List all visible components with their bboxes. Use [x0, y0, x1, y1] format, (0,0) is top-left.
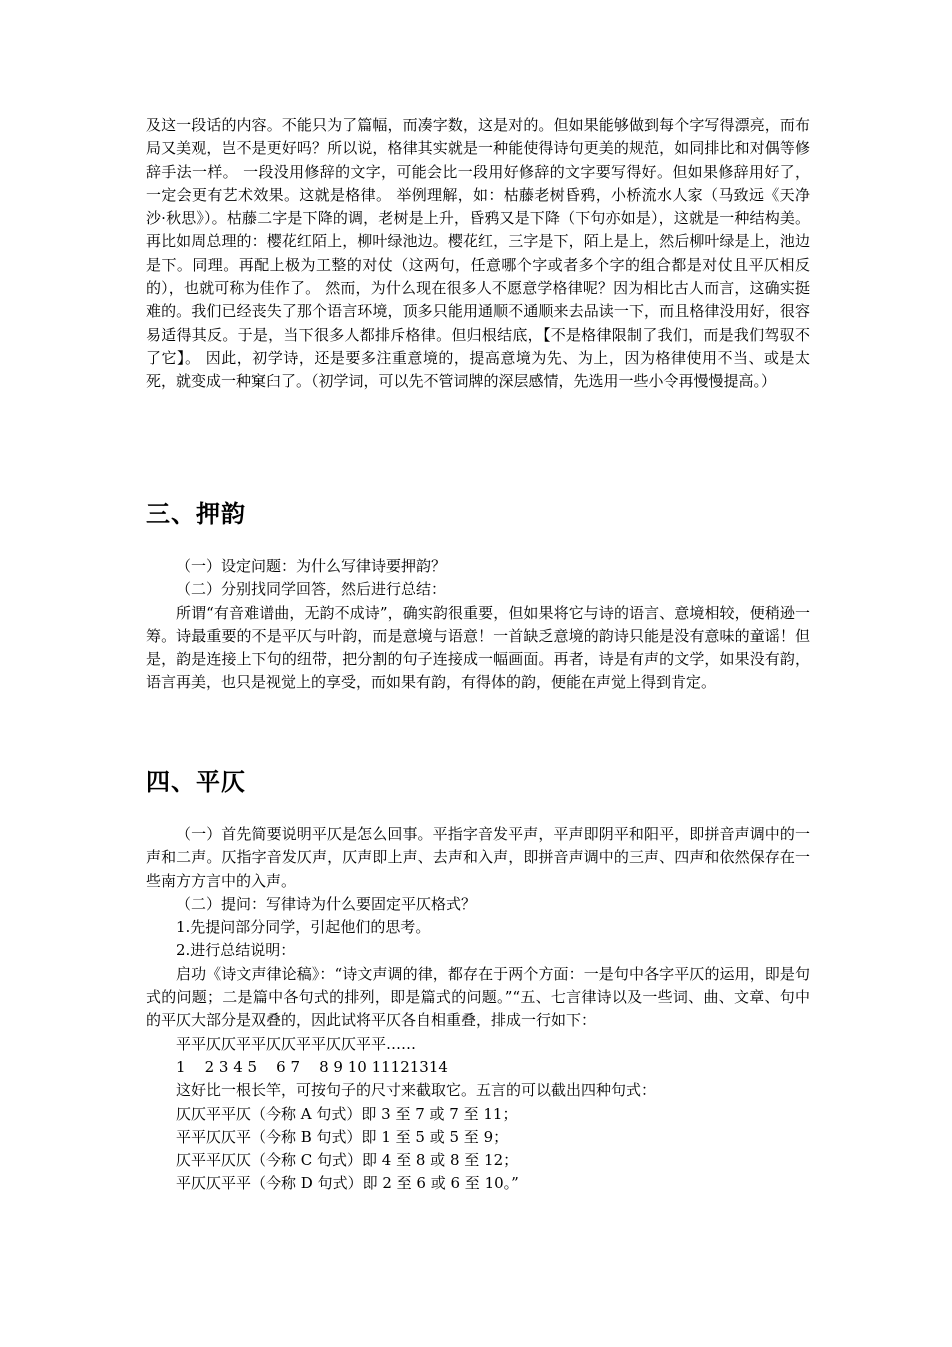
section-4-quote-paragraph: 启功《诗文声律论稿》：“诗文声调的律，都存在于两个方面：一是句中各字平仄的运用，即是句式的问题；二是篇中各句式的排列，即是篇式的问题。”“五、七言律诗以及一些词、曲、文章、句中的平仄大部分是双叠的，因此试将平仄各自相重叠，排成一行如下：: [146, 964, 810, 1030]
section-4-question: （二）提问：写律诗为什么要固定平仄格式？: [176, 894, 477, 913]
intro-block: [146, 114, 810, 394]
pattern-d-line: 平仄仄平平（今称 D 句式）即 2 至 6 或 6 至 10。”: [176, 1174, 519, 1193]
number-row: 1 2 3 4 5 6 7 8 9 10 11121314: [176, 1057, 448, 1076]
pattern-b-line: 平平仄仄平（今称 B 句式）即 1 至 5 或 5 至 9；: [176, 1127, 509, 1146]
tone-row: 平平仄仄平平仄仄平平仄仄平平……: [176, 1034, 417, 1053]
section-4-body: [146, 823, 810, 1196]
section-3-heading: 三、押韵: [146, 500, 246, 528]
section-3-body: [146, 555, 810, 695]
section-4-heading: 四、平仄: [146, 768, 246, 796]
section-4-intro-paragraph: （一）首先简要说明平仄是怎么回事。平指字音发平声，平声即阴平和阳平，即拼音声调中的一声和二声。仄指字音发仄声，仄声即上声、去声和入声，即拼音声调中的三声、四声和依然保存在一些南方方言中的入声。: [146, 825, 810, 890]
section-3-paragraph: 所谓“有音难谱曲，无韵不成诗”，确实韵很重要，但如果将它与诗的语言、意境相较，便稍逊一筹。诗最重要的不是平仄与叶韵，而是意境与语意！一首缺乏意境的韵诗只能是没有意味的童谣！但是，韵是连接上下句的纽带，把分割的句子连接成一幅画面。再者，诗是有声的文学，如果没有韵，语言再美，也只是视觉上的享受，而如果有韵，有得体的韵，便能在声觉上得到肯定。: [146, 603, 810, 692]
section-4-step-2: 2.进行总结说明：: [176, 941, 296, 960]
section-3-question: （一）设定问题：为什么写律诗要押韵？: [176, 557, 447, 575]
intro-paragraph: 及这一段话的内容。不能只为了篇幅，而凑字数，这是对的。但如果能够做到每个字写得漂亮，而布局又美观，岂不是更好吗？所以说，格律其实就是一种能使得诗句更美的规范，如同排比和对偶等修辞手法一样。 一段没用修辞的文字，可能会比一段用好修辞的文字要写得好。但如果修辞用好了，一定会更有艺术效果。这就是格律。 举例理解，如：枯藤老树昏鸦，小桥流水人家（马致远《天净沙·秋思》）。枯藤二字是下降的调，老树是上升，昏鸦又是下降（下句亦如是），这就是一种结构美。 再比如周总理的：樱花红陌上，柳叶绿池边。樱花红，三字是下，陌上是上，然后柳叶绿是上，池边是下。同理。再配上极为工整的对仗（这两句，任意哪个字或者多个字的组合都是对仗且平仄相反的），也就可称为佳作了。 然而，为什么现在很多人不愿意学格律呢？因为相比古人而言，这确实挺难的。我们已经丧失了那个语言环境，顶多只能用通顺不通顺来去品读一下，而且格律没用好，很容易适得其反。于是，当下很多人都排斥格律。但归根结底，【不是格律限制了我们，而是我们驾驭不了它】。 因此，初学诗，还是要多注重意境的，提高意境为先、为上，因为格律使用不当、或是太死，就变成一种窠臼了。（初学词，可以先不管词牌的深层感情，先选用一些小令再慢慢提高。）: [146, 116, 810, 391]
pattern-c-line: 仄平平仄仄（今称 C 句式）即 4 至 8 或 8 至 12；: [176, 1151, 519, 1170]
section-4-step-1: 1.先提问部分同学，引起他们的思考。: [176, 918, 431, 937]
pattern-a-line: 仄仄平平仄（今称 A 句式）即 3 至 7 或 7 至 11；: [176, 1104, 518, 1123]
section-3-instruction: （二）分别找同学回答，然后进行总结：: [176, 580, 447, 599]
bamboo-analogy-line: 这好比一根长竿，可按句子的尺寸来截取它。五言的可以截出四种句式：: [176, 1081, 657, 1100]
